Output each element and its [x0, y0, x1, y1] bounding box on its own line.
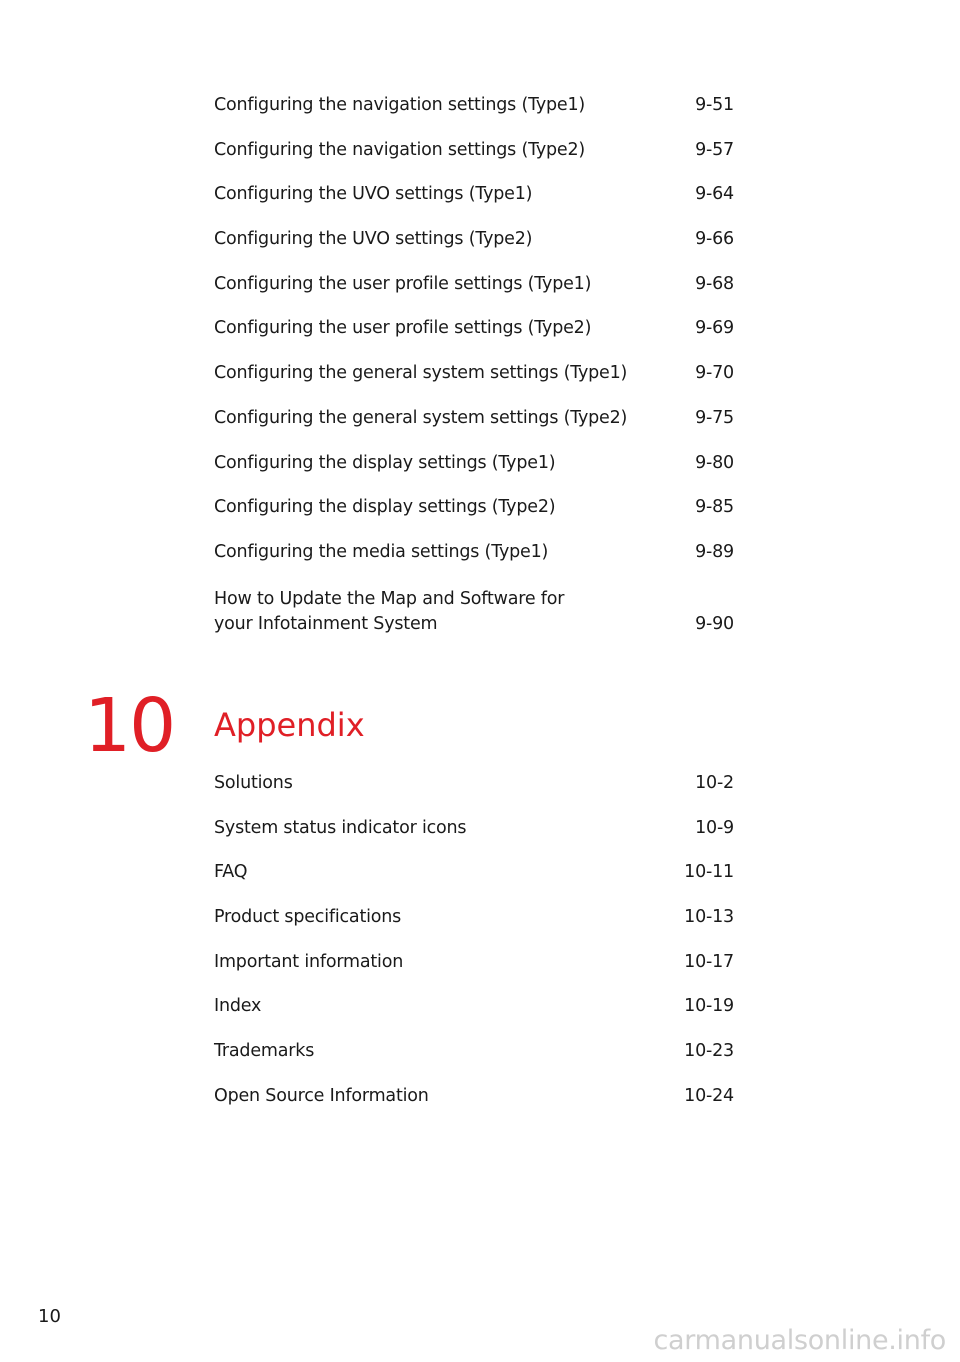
- toc-entry-title: Trademarks: [214, 1041, 315, 1062]
- toc-entry-title: Configuring the media settings (Type1): [214, 541, 549, 562]
- toc-entry-page: 10-2: [695, 773, 734, 793]
- toc-entry-page: 10-19: [684, 996, 734, 1017]
- toc-entry-title: Configuring the UVO settings (Type2): [214, 229, 533, 250]
- toc-entry[interactable]: [214, 771, 734, 816]
- toc-entry-title: Configuring the navigation settings (Type2): [214, 139, 586, 160]
- toc-entry-title: Solutions: [214, 773, 293, 793]
- toc-entry[interactable]: [214, 93, 734, 138]
- toc-entry-page: 9-75: [695, 407, 734, 428]
- toc-entry-title: Configuring the user profile settings (Type2): [214, 318, 592, 339]
- toc-entry-title: How to Update the Map and Software for your Infotainment System: [214, 588, 565, 634]
- toc-entry-page: 9-89: [695, 541, 734, 562]
- toc-entry-title: Important information: [214, 951, 404, 972]
- toc-entry-page: 9-70: [695, 363, 734, 384]
- toc-entry-title: Configuring the user profile settings (Type1): [214, 273, 592, 294]
- toc-entry-title: Configuring the display settings (Type1): [214, 452, 556, 473]
- toc-entry-title: Index: [214, 996, 262, 1017]
- page-number: 10: [38, 1306, 61, 1327]
- toc-entry[interactable]: [214, 816, 734, 861]
- toc-chapter10-list: [214, 771, 734, 1129]
- toc-entry[interactable]: [214, 272, 734, 317]
- toc-entry[interactable]: [214, 860, 734, 905]
- toc-entry-page: 10-11: [684, 862, 734, 883]
- toc-chapter9-list: [214, 93, 734, 637]
- toc-entry-page: 10-24: [684, 1085, 734, 1106]
- toc-entry[interactable]: [214, 540, 734, 585]
- toc-entry[interactable]: [214, 905, 734, 950]
- toc-entry-page: 9-51: [695, 95, 734, 115]
- toc-entry-title: Configuring the general system settings (Type1): [214, 363, 628, 384]
- toc-entry-page: 10-17: [684, 951, 734, 972]
- toc-entry-title: Configuring the display settings (Type2): [214, 497, 556, 518]
- watermark: carmanualsonline.info: [653, 1325, 946, 1356]
- toc-entry-page: 9-80: [695, 452, 734, 473]
- toc-entry[interactable]: [214, 585, 734, 637]
- toc-entry[interactable]: [214, 406, 734, 451]
- toc-entry-title: Configuring the navigation settings (Type1): [214, 95, 586, 115]
- toc-entry[interactable]: [214, 227, 734, 272]
- toc-entry-page: 9-69: [695, 318, 734, 339]
- toc-entry[interactable]: [214, 950, 734, 995]
- toc-entry[interactable]: [214, 316, 734, 361]
- chapter-title[interactable]: Appendix: [214, 706, 365, 744]
- toc-entry-page: 9-57: [695, 139, 734, 160]
- toc-entry[interactable]: [214, 1039, 734, 1084]
- toc-entry-page: 10-9: [695, 817, 734, 838]
- toc-entry-title: FAQ: [214, 862, 248, 883]
- toc-entry-page: 9-64: [695, 184, 734, 205]
- toc-entry[interactable]: [214, 1084, 734, 1129]
- chapter-number: 10: [84, 683, 175, 769]
- toc-entry-page: 10-23: [684, 1041, 734, 1062]
- toc-entry[interactable]: [214, 138, 734, 183]
- toc-entry[interactable]: [214, 994, 734, 1039]
- toc-entry[interactable]: [214, 451, 734, 496]
- toc-entry-title: Open Source Information: [214, 1085, 429, 1106]
- toc-entry-page: 10-13: [684, 907, 734, 928]
- toc-entry-page: 9-85: [695, 497, 734, 518]
- toc-entry-page: 9-90: [695, 613, 734, 634]
- toc-entry-page: 9-68: [695, 273, 734, 294]
- toc-entry[interactable]: [214, 495, 734, 540]
- toc-entry[interactable]: [214, 361, 734, 406]
- toc-entry-page: 9-66: [695, 229, 734, 250]
- toc-entry-title: Configuring the UVO settings (Type1): [214, 184, 533, 205]
- toc-entry[interactable]: [214, 182, 734, 227]
- toc-entry-title: Product specifications: [214, 907, 402, 928]
- toc-entry-title: System status indicator icons: [214, 817, 467, 838]
- toc-entry-title: Configuring the general system settings (Type2): [214, 407, 628, 428]
